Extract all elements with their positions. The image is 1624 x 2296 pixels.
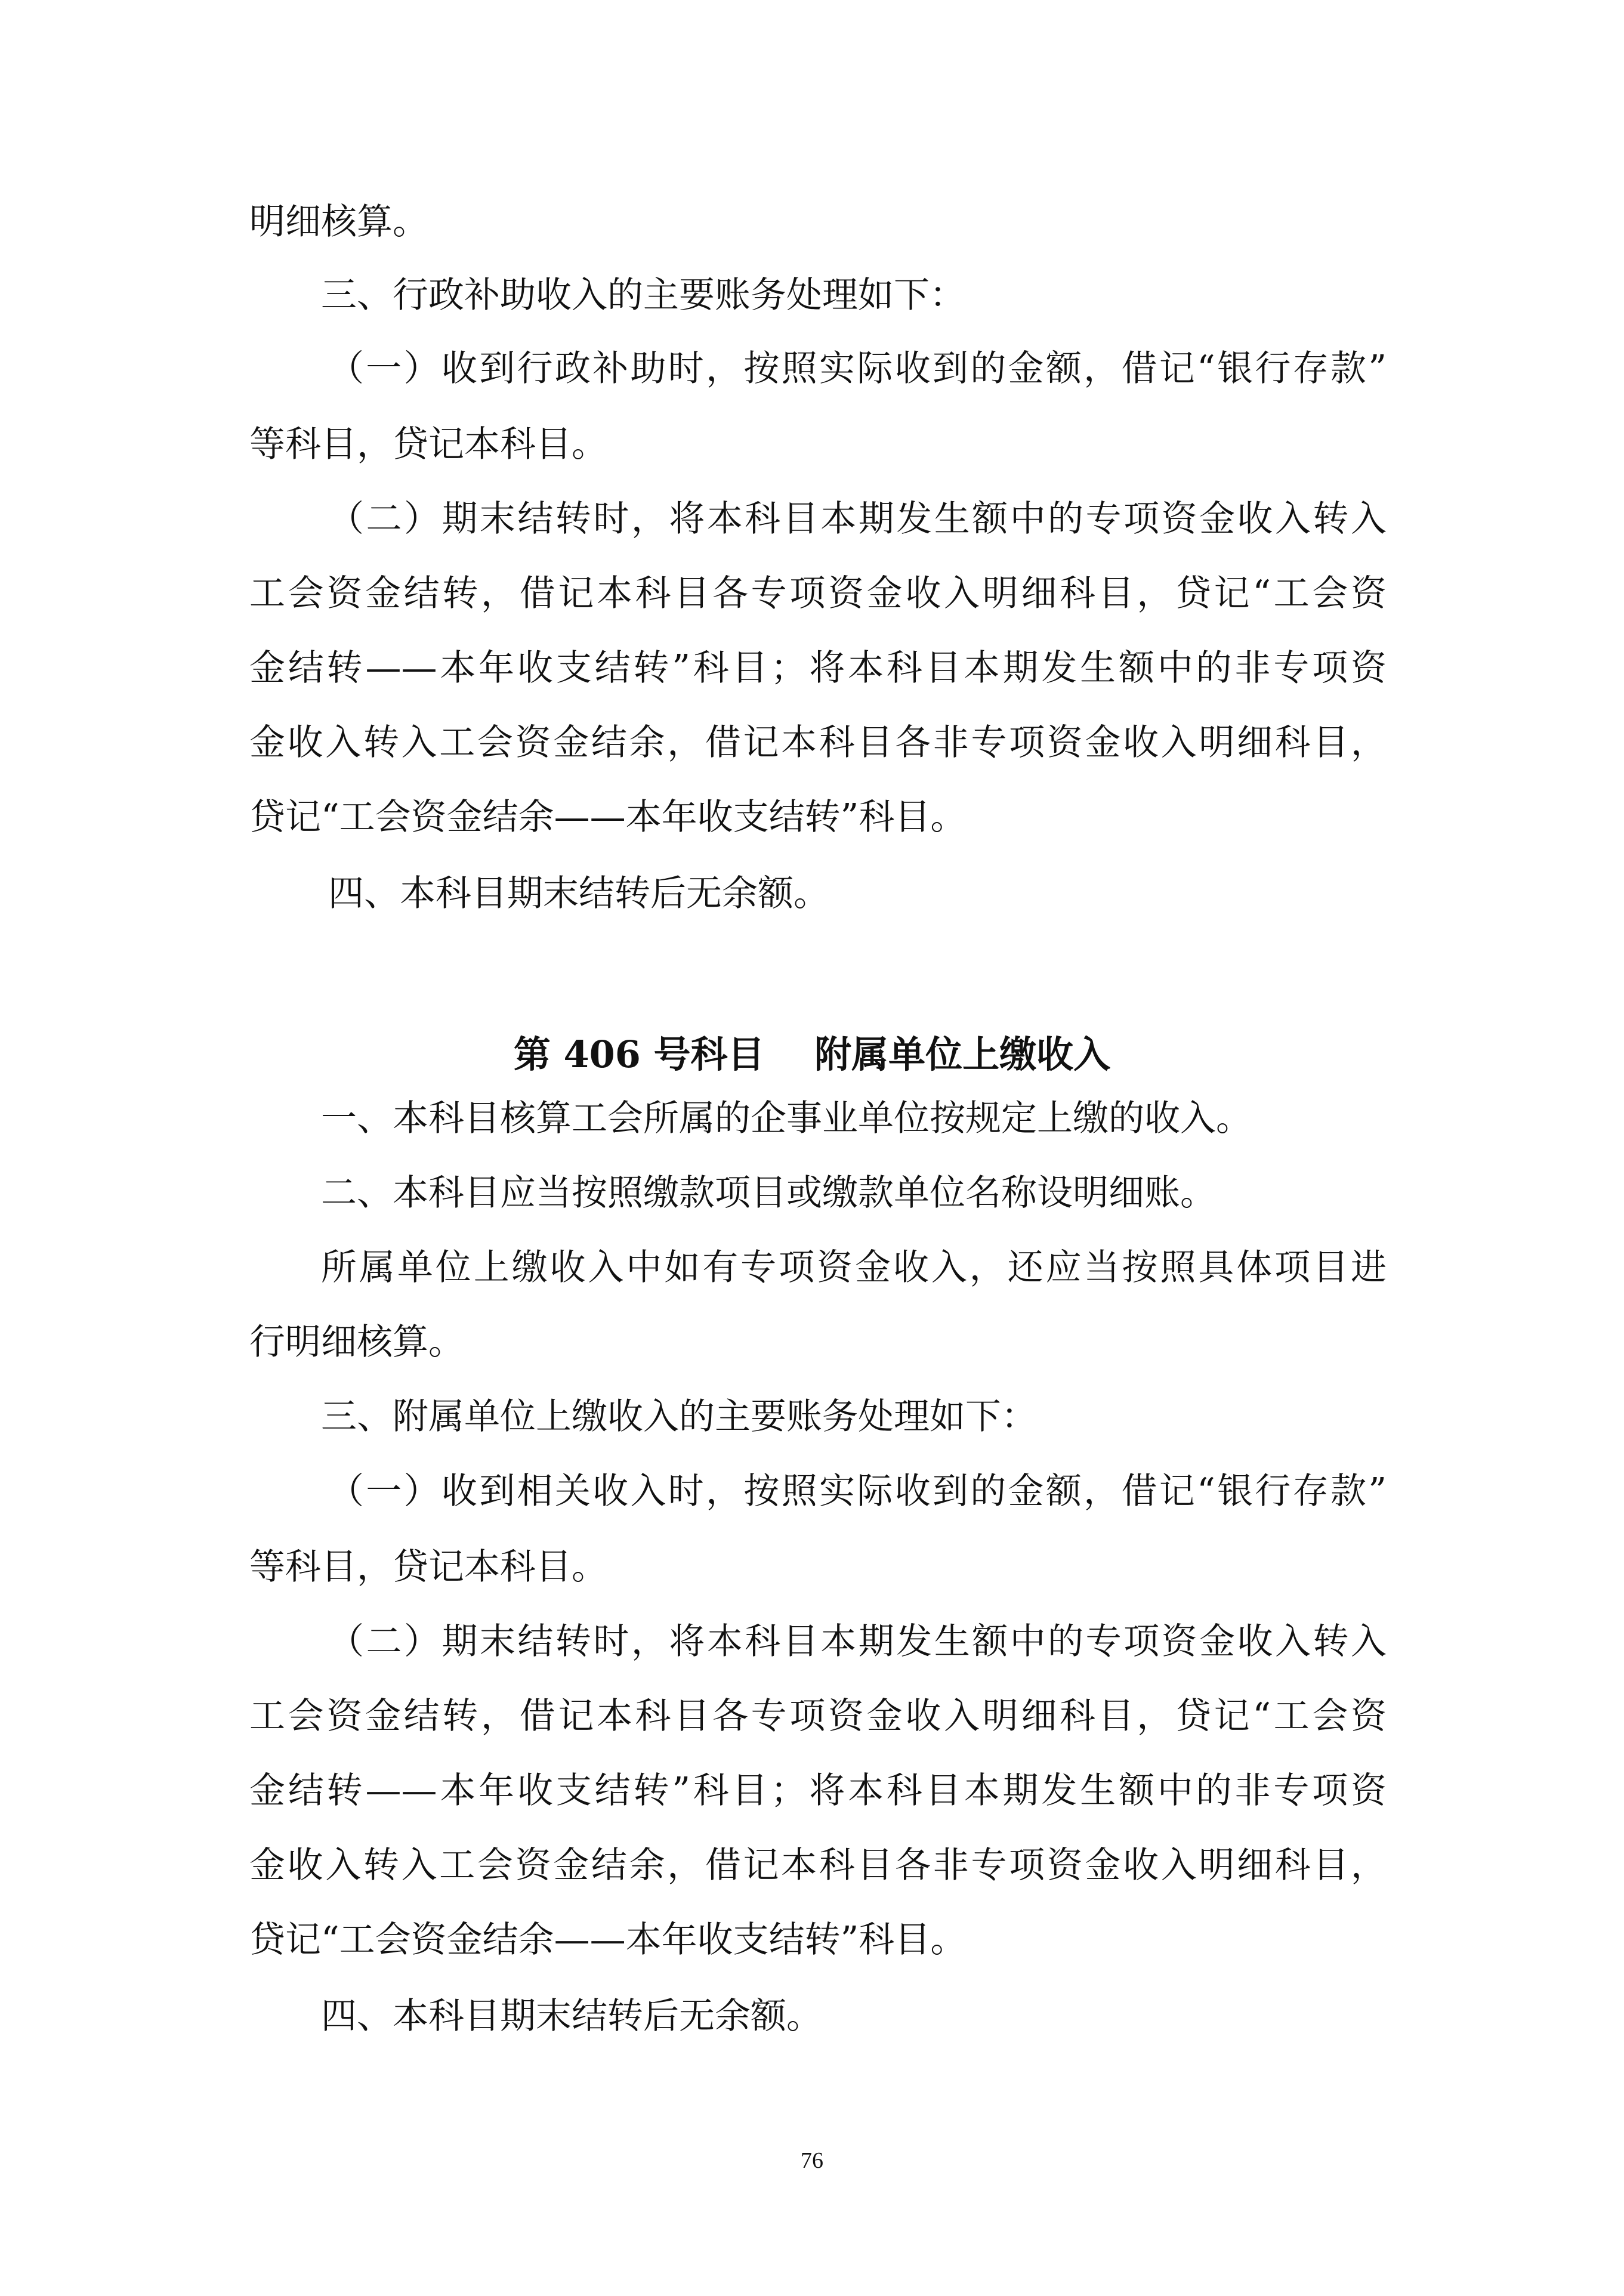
paragraph-line: 金收入转入工会资金结余，借记本科目各非专项资金收入明细科目，	[249, 722, 1387, 764]
paragraph-line: （一）收到相关收入时，按照实际收到的金额，借记“银行存款”	[328, 1470, 1387, 1512]
paragraph-line: 金结转——本年收支结转”科目；将本科目本期发生额中的非专项资	[249, 1770, 1387, 1812]
paragraph-line: 四、本科目期末结转后无余额。	[321, 1995, 822, 2037]
paragraph-line: 行明细核算。	[249, 1321, 464, 1363]
paragraph-line: 等科目，贷记本科目。	[249, 424, 607, 465]
section-title: 第 406 号科目 附属单位上缴收入	[513, 1033, 1111, 1076]
paragraph-line: 金收入转入工会资金结余，借记本科目各非专项资金收入明细科目，	[249, 1844, 1387, 1886]
paragraph-line: （一）收到行政补助时，按照实际收到的金额，借记“银行存款”	[328, 348, 1387, 390]
page-number: 76	[801, 2148, 823, 2173]
paragraph-line: 金结转——本年收支结转”科目；将本科目本期发生额中的非专项资	[249, 647, 1387, 689]
paragraph-line: 工会资金结转，借记本科目各专项资金收入明细科目，贷记“工会资	[249, 1695, 1387, 1737]
paragraph-line: 四、本科目期末结转后无余额。	[328, 873, 829, 914]
paragraph-line: （二）期末结转时，将本科目本期发生额中的专项资金收入转入	[328, 1621, 1387, 1662]
paragraph-line: 三、行政补助收入的主要账务处理如下：	[321, 274, 965, 316]
paragraph-line: 贷记“工会资金结余——本年收支结转”科目。	[249, 1919, 967, 1961]
paragraph-line: 二、本科目应当按照缴款项目或缴款单位名称设明细账。	[321, 1172, 1216, 1214]
paragraph-line: 三、附属单位上缴收入的主要账务处理如下：	[321, 1396, 1037, 1438]
paragraph-line: 一、本科目核算工会所属的企事业单位按规定上缴的收入。	[321, 1098, 1252, 1139]
paragraph-line: 明细核算。	[249, 201, 428, 243]
paragraph-line: 工会资金结转，借记本科目各专项资金收入明细科目，贷记“工会资	[249, 573, 1387, 614]
paragraph-line: 贷记“工会资金结余——本年收支结转”科目。	[249, 796, 967, 838]
paragraph-line: （二）期末结转时，将本科目本期发生额中的专项资金收入转入	[328, 498, 1387, 540]
paragraph-line: 所属单位上缴收入中如有专项资金收入，还应当按照具体项目进	[321, 1247, 1387, 1288]
paragraph-line: 等科目，贷记本科目。	[249, 1546, 607, 1588]
